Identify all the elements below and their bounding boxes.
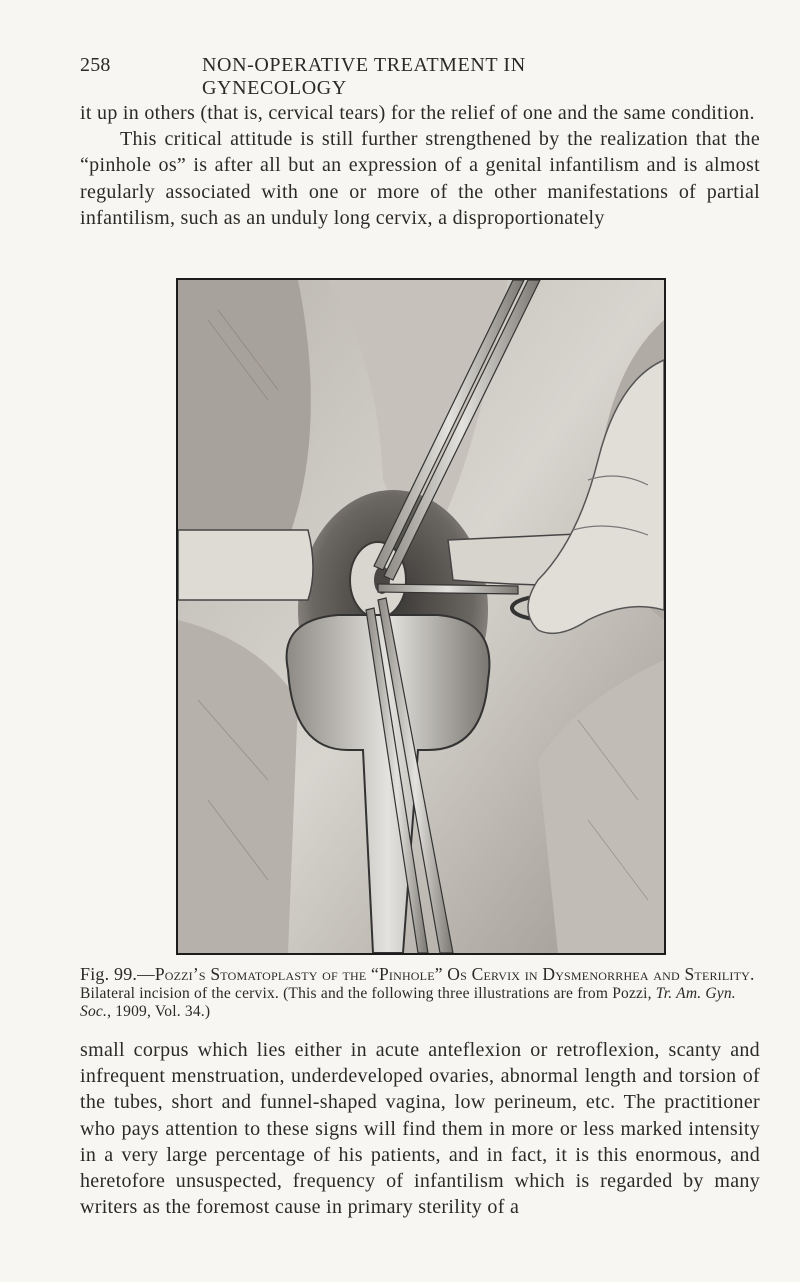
surgical-illustration (176, 278, 666, 955)
figure-caption (80, 965, 764, 1021)
page-header (80, 54, 660, 99)
paragraph: it up in others (that is, cervical tears) for the relief of one and the same condition. (80, 102, 755, 124)
caption-source: Tr. Am. Gyn. Soc. (80, 985, 736, 1020)
page-number: 258 (80, 54, 111, 76)
paragraph: This critical attitude is still further strengthened by the realization that the “pinhole os” is after all but an expression of a genital infantilism and is almost regularly associated with one or more of the other manifestations of partial infantilism, such as an unduly long cervix, a disproportionately (80, 128, 760, 229)
figure-label: Fig. 99. (80, 964, 138, 984)
paragraph: small corpus which lies either in acute anteflexion or retroflexion, scanty and infrequent menstruation, underdeveloped ovaries, abnormal length and torsion of the tubes, short and funnel-shaped vagina, low perineum, etc. The practitioner who pays attention to these signs will find them in more or less marked intensity in a very large percentage of his patients, and in fact, it is this enormous, and heretofore unsuspected, frequency of infantilism which is regarded by many writers as the foremost cause in primary sterility of a (80, 1039, 760, 1219)
body-text-bottom (80, 1037, 760, 1220)
illustration-drawing (178, 280, 664, 953)
body-text-top (80, 100, 760, 231)
caption-text: Bilateral incision of the cervix. (This and the following three illustrations are from Pozzi, (80, 985, 656, 1002)
caption-end: , 1909, Vol. 34.) (107, 1003, 211, 1020)
running-title: NON-OPERATIVE TREATMENT IN GYNECOLOGY (202, 54, 526, 99)
figure-title: —Pozzi’s Stomatoplasty of the “Pinhole” Os Cervix in Dysmenorrhea and Sterility. (137, 964, 755, 984)
